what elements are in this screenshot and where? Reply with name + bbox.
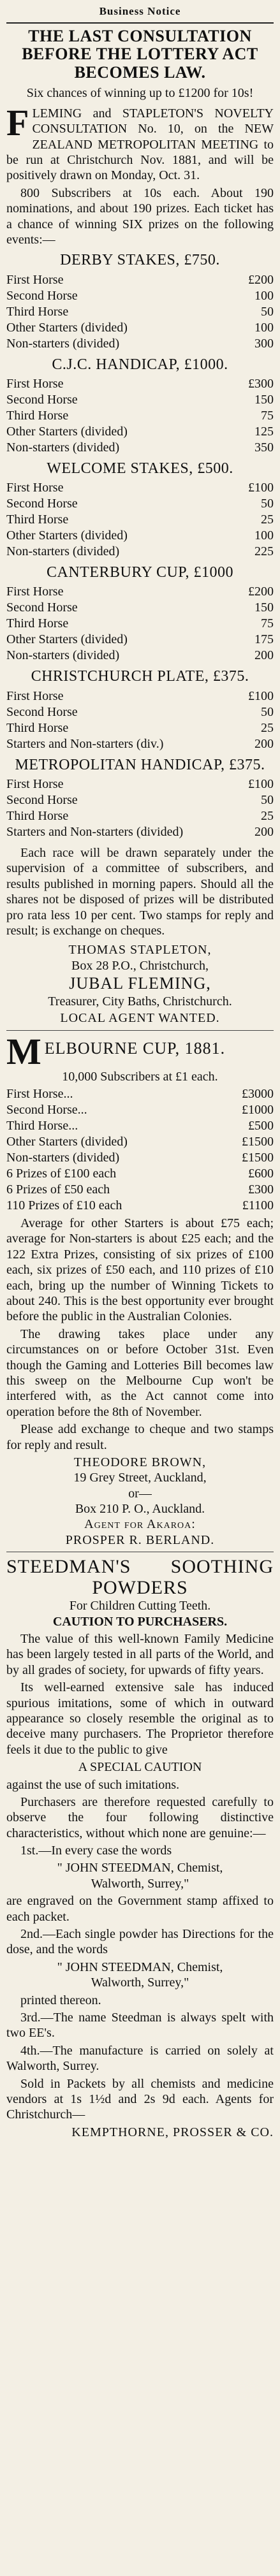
prize-value: 200 — [254, 648, 274, 663]
prize-value: 25 — [261, 720, 274, 735]
prize-label: Second Horse... — [6, 1103, 87, 1117]
prize-row — [6, 616, 274, 632]
prize-row — [6, 704, 274, 720]
prize-row — [6, 632, 274, 648]
lottery-intro-text: LEMING and STAPLETON'S NOVELTY CONSULTATION No. 10, on the NEW ZEALAND METROPOLITAN MEETING to be run at Christchurch Nov. 1881, and will be positively drawn on Monday, Oct. 31. — [6, 106, 274, 183]
cup-prize-table — [6, 1086, 274, 1214]
cjc-prize-table — [6, 376, 274, 456]
special-caution: A SPECIAL CAUTION — [78, 1760, 202, 1775]
caution-heading: CAUTION TO PURCHASERS. — [52, 1614, 228, 1629]
prize-value: 225 — [254, 544, 274, 559]
prize-value: £600 — [248, 1167, 274, 1181]
prize-row — [6, 288, 274, 304]
prize-label: Second Horse — [6, 392, 78, 407]
prize-value: £300 — [248, 376, 274, 391]
steedman-title-c: POWDERS — [92, 1577, 188, 1599]
prize-value: £200 — [248, 272, 274, 287]
divider — [6, 22, 274, 24]
prize-row — [6, 808, 274, 824]
prize-value: 125 — [254, 424, 274, 439]
prize-row — [6, 480, 274, 496]
prize-label: Third Horse — [6, 513, 69, 527]
section-header: Business Notice — [99, 5, 181, 17]
prize-value: £1500 — [242, 1151, 274, 1165]
prize-label: First Horse — [6, 272, 64, 287]
prize-row — [6, 776, 274, 792]
prize-label: 6 Prizes of £100 each — [6, 1167, 117, 1181]
divider — [6, 1030, 274, 1031]
prize-row — [6, 408, 274, 424]
derby-title: DERBY STAKES, £750. — [60, 252, 220, 269]
prize-label: Second Horse — [6, 793, 78, 808]
metro-prize-table — [6, 776, 274, 840]
prize-row — [6, 304, 274, 320]
prize-row — [6, 336, 274, 352]
lottery-intro — [6, 101, 274, 184]
prize-value: 50 — [261, 497, 274, 511]
steedman-fourth: 4th.—The manufacture is carried on solely at Walworth, Surrey. — [6, 2043, 274, 2074]
lottery-notice — [6, 27, 274, 1026]
prize-label: Third Horse — [6, 408, 69, 423]
signature-fleming-address: Treasurer, City Baths, Christchurch. — [48, 994, 232, 1008]
prize-value: £1500 — [242, 1135, 274, 1149]
steedman-notice — [6, 1556, 274, 2140]
prize-row — [6, 792, 274, 808]
prize-label: Other Starters (divided) — [6, 1135, 128, 1149]
prize-value: 25 — [261, 513, 274, 527]
agent-label: Agent for Akaroa: — [84, 1517, 196, 1532]
prize-row — [6, 1118, 274, 1134]
canterbury-title: CANTERBURY CUP, £1000 — [47, 564, 233, 581]
prize-value: 175 — [254, 632, 274, 647]
metro-title: METROPOLITAN HANDICAP, £375. — [15, 756, 265, 773]
prize-row — [6, 1086, 274, 1102]
steedman-first: 1st.—In every case the words — [20, 1844, 172, 1858]
prize-value: 300 — [254, 336, 274, 351]
prize-label: Third Horse — [6, 809, 69, 824]
steedman-title-b: SOOTHING — [170, 1556, 274, 1578]
lottery-body: Each race will be drawn separately under the supervision of a committee of subscribers, and results published in morning papers. Should all the shares not be disposed of prizes will be distributed pro rata less 10 per cent. Two stamps for reply and result; is exchange on cheques. — [6, 846, 274, 938]
lottery-subscribers: 800 Subscribers at 10s each. About 190 nominations, and about 190 prizes. Each ticket has a chance of winning SIX prizes on the following events:— — [6, 186, 274, 247]
derby-prize-table — [6, 272, 274, 352]
prize-label: First Horse — [6, 585, 64, 599]
prize-value: 100 — [254, 320, 274, 335]
prize-label: Third Horse — [6, 720, 69, 735]
prize-row — [6, 424, 274, 440]
cup-heading — [6, 1035, 274, 1066]
prize-label: First Horse... — [6, 1087, 73, 1102]
dropcap: F — [6, 101, 29, 143]
prize-value: 75 — [261, 616, 274, 631]
prize-label: First Horse — [6, 481, 64, 495]
signature-stapleton: THOMAS STAPLETON, — [68, 943, 212, 957]
prize-value: 100 — [254, 528, 274, 543]
prize-row — [6, 320, 274, 336]
prize-row — [6, 1198, 274, 1214]
melbourne-cup-notice — [6, 1035, 274, 1548]
prize-label: Non-starters (divided) — [6, 336, 120, 351]
prize-row — [6, 1182, 274, 1198]
prize-row — [6, 512, 274, 528]
dropcap: M — [6, 1034, 41, 1066]
steedman-agents: KEMPTHORNE, PROSSER & CO. — [71, 2125, 274, 2139]
plate-title: CHRISTCHURCH PLATE, £375. — [31, 668, 249, 685]
prize-label: Non-starters (divided) — [6, 440, 120, 455]
steedman-second-end: printed thereon. — [20, 1993, 101, 2007]
cjc-title: C.J.C. HANDICAP, £1000. — [52, 356, 228, 373]
prize-row — [6, 392, 274, 408]
prize-row — [6, 688, 274, 704]
prize-value: £1000 — [242, 1103, 274, 1117]
signature-fleming: JUBAL FLEMING, — [69, 974, 211, 993]
steedman-body-4: Purchasers are therefore requested carefully to observe the four following distinctive characteristics, without which none are genuine:— — [6, 1794, 274, 1840]
cup-title: ELBOURNE CUP, 1881. — [44, 1038, 226, 1058]
signature-brown-address-2: Box 210 P. O., Auckland. — [75, 1502, 205, 1517]
prize-value: 350 — [254, 440, 274, 455]
prize-value: 50 — [261, 304, 274, 319]
prize-row — [6, 1166, 274, 1182]
prize-row — [6, 528, 274, 544]
prize-value: 75 — [261, 408, 274, 423]
plate-prize-table — [6, 688, 274, 752]
prize-label: Other Starters (divided) — [6, 320, 128, 335]
prize-label: Third Horse — [6, 616, 69, 631]
prize-label: Starters and Non-starters (divided) — [6, 825, 184, 840]
prize-value: £200 — [248, 585, 274, 599]
cup-body-2: The drawing takes place under any circumstances on or before October 31st. Even though the Gaming and Lotteries Bill becomes law this sweep on the Melbourne Cup won't be interfered with, as the Act cannot come into operation before the 8th of November. — [6, 1327, 274, 1419]
local-agent-wanted: LOCAL AGENT WANTED. — [60, 1011, 220, 1026]
prize-label: 110 Prizes of £10 each — [6, 1198, 122, 1213]
prize-label: Third Horse — [6, 304, 69, 319]
prize-row — [6, 720, 274, 736]
prize-value: £100 — [248, 481, 274, 495]
prize-label: Second Horse — [6, 288, 78, 303]
prize-label: Other Starters (divided) — [6, 632, 128, 647]
prize-label: Non-starters (divided) — [6, 1151, 120, 1165]
cup-body-1: Average for other Starters is about £75 each; average for Non-starters is about £25 each; and the 122 Extra Prizes, consisting of six prizes of £100 each, six prizes of £50 each, and 110 prizes of £10 each, bring up the number of Winning Tickets to about 240. This is the best opportunity ever brought before the public in the Australian Colonies. — [6, 1216, 274, 1324]
prize-value: £100 — [248, 777, 274, 792]
prize-row — [6, 440, 274, 456]
prize-value: £1100 — [242, 1198, 274, 1213]
prize-value: £100 — [248, 688, 274, 703]
prize-label: Non-starters (divided) — [6, 648, 120, 663]
canterbury-prize-table — [6, 584, 274, 664]
prize-label: Non-starters (divided) — [6, 544, 120, 559]
prize-value: 50 — [261, 793, 274, 808]
prize-label: 6 Prizes of £50 each — [6, 1182, 110, 1197]
prize-label: Second Horse — [6, 600, 78, 615]
steedman-quote-2a: " JOHN STEEDMAN, Chemist, — [57, 1960, 223, 1974]
steedman-quote-1a: " JOHN STEEDMAN, Chemist, — [57, 1861, 223, 1875]
lottery-chances: Six chances of winning up to £1200 for 10s! — [26, 85, 254, 100]
prize-row — [6, 648, 274, 664]
prize-row — [6, 1134, 274, 1150]
prize-row — [6, 496, 274, 512]
cup-body-3: Please add exchange to cheque and two stamps for reply and result. — [6, 1422, 274, 1452]
agent-name: PROSPER R. BERLAND. — [65, 1532, 215, 1547]
prize-label: Third Horse... — [6, 1119, 78, 1133]
steedman-quote-2b: Walworth, Surrey," — [91, 1976, 189, 1990]
steedman-second: 2nd.—Each single powder has Directions for the dose, and the words — [6, 1927, 274, 1957]
prize-label: Second Horse — [6, 497, 78, 511]
prize-label: First Horse — [6, 688, 64, 703]
prize-value: 150 — [254, 600, 274, 615]
prize-value: 200 — [254, 736, 274, 751]
prize-row — [6, 600, 274, 616]
prize-label: Other Starters (divided) — [6, 528, 128, 543]
steedman-title-a: STEEDMAN'S — [6, 1556, 131, 1578]
prize-value: 50 — [261, 704, 274, 719]
prize-value: 25 — [261, 809, 274, 824]
signature-brown: THEODORE BROWN, — [73, 1455, 207, 1469]
prize-label: First Horse — [6, 777, 64, 792]
steedman-first-end: are engraved on the Government stamp affixed to each packet. — [6, 1894, 274, 1924]
prize-label: Starters and Non-starters (div.) — [6, 736, 164, 751]
prize-value: 150 — [254, 392, 274, 407]
prize-label: Other Starters (divided) — [6, 424, 128, 439]
prize-row — [6, 584, 274, 600]
prize-row — [6, 376, 274, 392]
prize-row — [6, 272, 274, 288]
steedman-quote-1b: Walworth, Surrey," — [91, 1876, 189, 1891]
signature-brown-or: or— — [128, 1486, 152, 1501]
steedman-third: 3rd.—The name Steedman is always spelt with two EE's. — [6, 2011, 274, 2041]
prize-label: First Horse — [6, 376, 64, 391]
steedman-title-row — [6, 1556, 274, 1577]
for-children: For Children Cutting Teeth. — [69, 1599, 211, 1613]
prize-row — [6, 824, 274, 840]
steedman-body-1: The value of this well-known Family Medicine has been largely tested in all parts of the World, and by all grades of society, for upwards of fifty years. — [6, 1632, 274, 1677]
steedman-sold: Sold in Packets by all chemists and medicine vendors at 1s 1½d and 2s 9d each. Agents for Christchurch— — [6, 2076, 274, 2122]
prize-label: Second Horse — [6, 704, 78, 719]
steedman-body-2: Its well-earned extensive sale has induced spurious imitations, some of which in outward appearance so closely resemble the original as to deceive many purchasers. The Proprietor therefore feels it due to the public to give — [6, 1680, 274, 1757]
prize-value: 200 — [254, 825, 274, 840]
steedman-body-3: against the use of such imitations. — [6, 1777, 180, 1792]
prize-value: £300 — [248, 1182, 274, 1197]
prize-value: £500 — [248, 1119, 274, 1133]
welcome-prize-table — [6, 480, 274, 560]
prize-row — [6, 1150, 274, 1166]
signature-brown-address-1: 19 Grey Street, Auckland, — [73, 1471, 207, 1485]
prize-row — [6, 544, 274, 560]
prize-value: £3000 — [242, 1087, 274, 1102]
cup-subscribers: 10,000 Subscribers at £1 each. — [62, 1069, 218, 1084]
welcome-title: WELCOME STAKES, £500. — [47, 460, 233, 477]
lottery-title: THE LAST CONSULTATION BEFORE THE LOTTERY ACT BECOMES LAW. — [22, 26, 258, 82]
prize-row — [6, 1102, 274, 1118]
prize-row — [6, 736, 274, 752]
prize-value: 100 — [254, 288, 274, 303]
signature-stapleton-address: Box 28 P.O., Christchurch, — [71, 958, 209, 973]
